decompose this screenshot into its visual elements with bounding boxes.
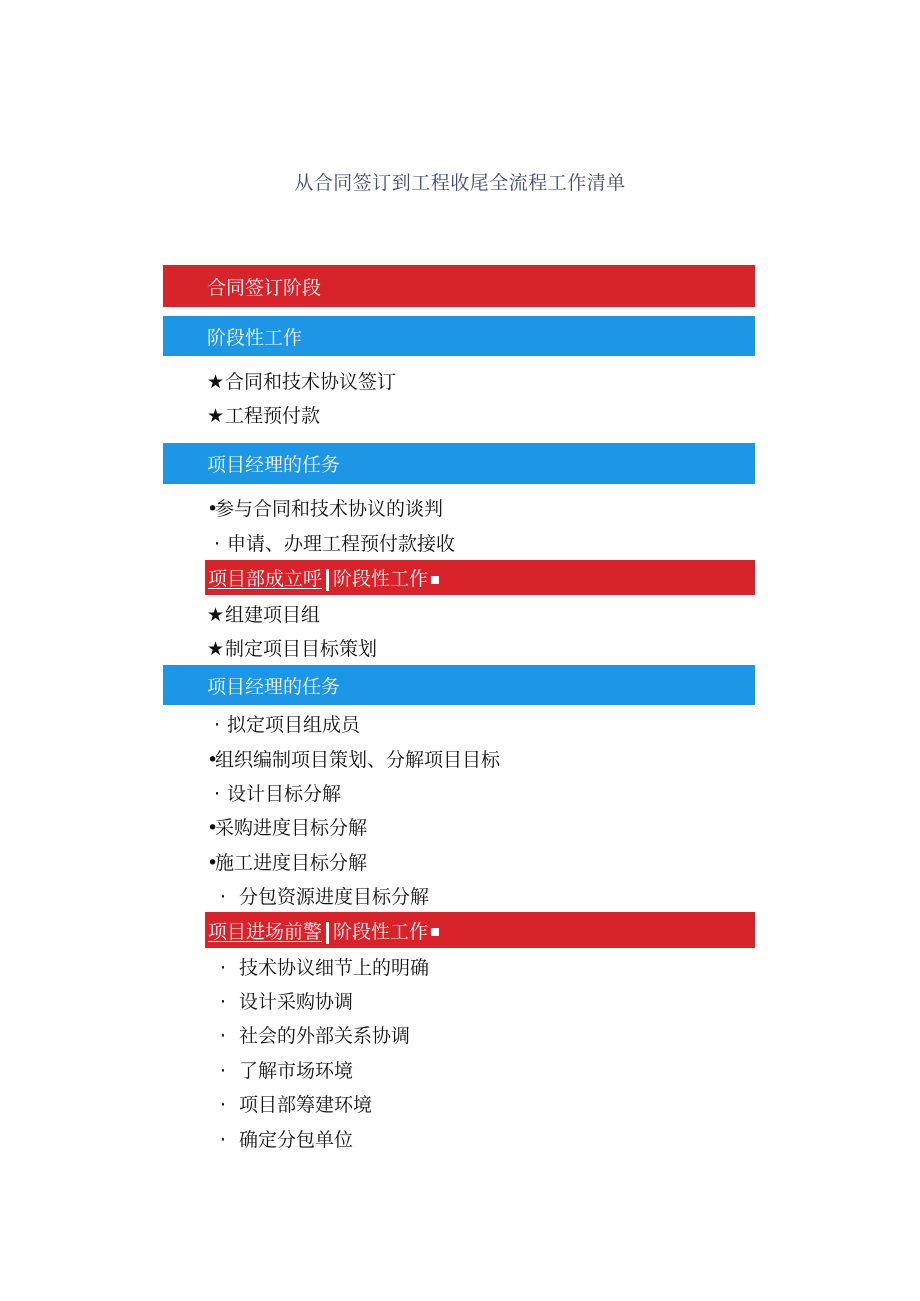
section-header-contract bbox=[163, 265, 755, 307]
list-item-text: 采购进度目标分解 bbox=[215, 817, 368, 839]
subsection-header-label: 阶段性工作 bbox=[207, 326, 303, 349]
square-icon bbox=[431, 576, 439, 584]
list-item bbox=[207, 955, 429, 981]
list-item bbox=[207, 1127, 353, 1153]
list-item-text: 参与合同和技术协议的谈判 bbox=[215, 498, 444, 520]
list-item-text: 分包资源进度目标分解 bbox=[239, 886, 430, 908]
dot-icon: · bbox=[219, 1129, 227, 1151]
section-header-sublabel: 阶段性工作 bbox=[333, 568, 429, 590]
dot-icon: · bbox=[213, 783, 221, 805]
section-header-pre-entry bbox=[205, 912, 755, 948]
dot-icon: · bbox=[219, 991, 227, 1013]
bullet-icon: • bbox=[207, 852, 219, 874]
subsection-header-label: 项目经理的任务 bbox=[207, 454, 341, 476]
list-item-text: 了解市场环境 bbox=[239, 1060, 354, 1082]
section-header-label: 项目部成立呼 bbox=[208, 568, 323, 590]
list-item bbox=[207, 747, 500, 773]
star-icon: ★ bbox=[207, 604, 225, 626]
list-item-text: 制定项目目标策划 bbox=[225, 638, 378, 660]
star-icon: ★ bbox=[207, 371, 225, 393]
subsection-header-label: 项目经理的任务 bbox=[207, 675, 341, 698]
list-item bbox=[207, 712, 360, 738]
list-item-text: 组建项目组 bbox=[225, 604, 321, 626]
bullet-icon: • bbox=[207, 817, 219, 839]
bullet-icon: • bbox=[207, 749, 219, 771]
dot-icon: · bbox=[213, 533, 221, 555]
list-item-text: 拟定项目组成员 bbox=[227, 714, 361, 736]
list-item bbox=[207, 815, 367, 841]
divider bbox=[326, 922, 329, 944]
list-item-text: 设计采购协调 bbox=[239, 991, 354, 1013]
dot-icon: · bbox=[219, 1094, 227, 1116]
dot-icon: · bbox=[219, 957, 227, 979]
list-item bbox=[207, 1023, 410, 1049]
list-item bbox=[207, 531, 455, 557]
page-title: 从合同签订到工程收尾全流程工作清单 bbox=[294, 172, 626, 194]
dot-icon: · bbox=[213, 714, 221, 736]
subsection-header-pm-tasks bbox=[163, 443, 755, 484]
list-item-text: 合同和技术协议签订 bbox=[225, 371, 397, 393]
subsection-header-phase-work bbox=[163, 316, 755, 356]
section-header-label: 项目进场前警 bbox=[208, 920, 323, 943]
list-item-text: 申请、办理工程预付款接收 bbox=[227, 533, 456, 555]
list-item-text: 施工进度目标分解 bbox=[215, 852, 368, 874]
list-item bbox=[207, 884, 429, 910]
list-item-text: 社会的外部关系协调 bbox=[239, 1025, 411, 1047]
list-item bbox=[207, 1092, 372, 1118]
list-item-text: 技术协议细节上的明确 bbox=[239, 957, 430, 979]
list-item-text: 确定分包单位 bbox=[239, 1129, 354, 1151]
dot-icon: · bbox=[219, 1025, 227, 1047]
section-header-label: 合同签订阶段 bbox=[207, 276, 322, 299]
dot-icon: · bbox=[219, 886, 227, 908]
list-item bbox=[207, 369, 396, 395]
list-item-text: 设计目标分解 bbox=[227, 783, 342, 805]
section-header-project-setup bbox=[205, 560, 755, 595]
star-icon: ★ bbox=[207, 405, 225, 427]
list-item-text: 组织编制项目策划、分解项目目标 bbox=[215, 749, 501, 771]
list-item bbox=[207, 636, 377, 662]
divider bbox=[326, 569, 329, 591]
subsection-header-pm-tasks bbox=[163, 665, 755, 705]
list-item bbox=[207, 781, 341, 807]
list-item bbox=[207, 850, 367, 876]
star-icon: ★ bbox=[207, 638, 225, 660]
list-item bbox=[207, 989, 353, 1015]
list-item bbox=[207, 496, 443, 522]
section-header-sublabel: 阶段性工作 bbox=[333, 920, 429, 943]
square-icon bbox=[431, 928, 439, 936]
list-item bbox=[207, 1058, 353, 1084]
list-item-text: 项目部筹建环境 bbox=[239, 1094, 373, 1116]
dot-icon: · bbox=[219, 1060, 227, 1082]
list-item-text: 工程预付款 bbox=[225, 405, 321, 427]
list-item bbox=[207, 602, 320, 628]
bullet-icon: • bbox=[207, 498, 219, 520]
list-item bbox=[207, 403, 320, 429]
